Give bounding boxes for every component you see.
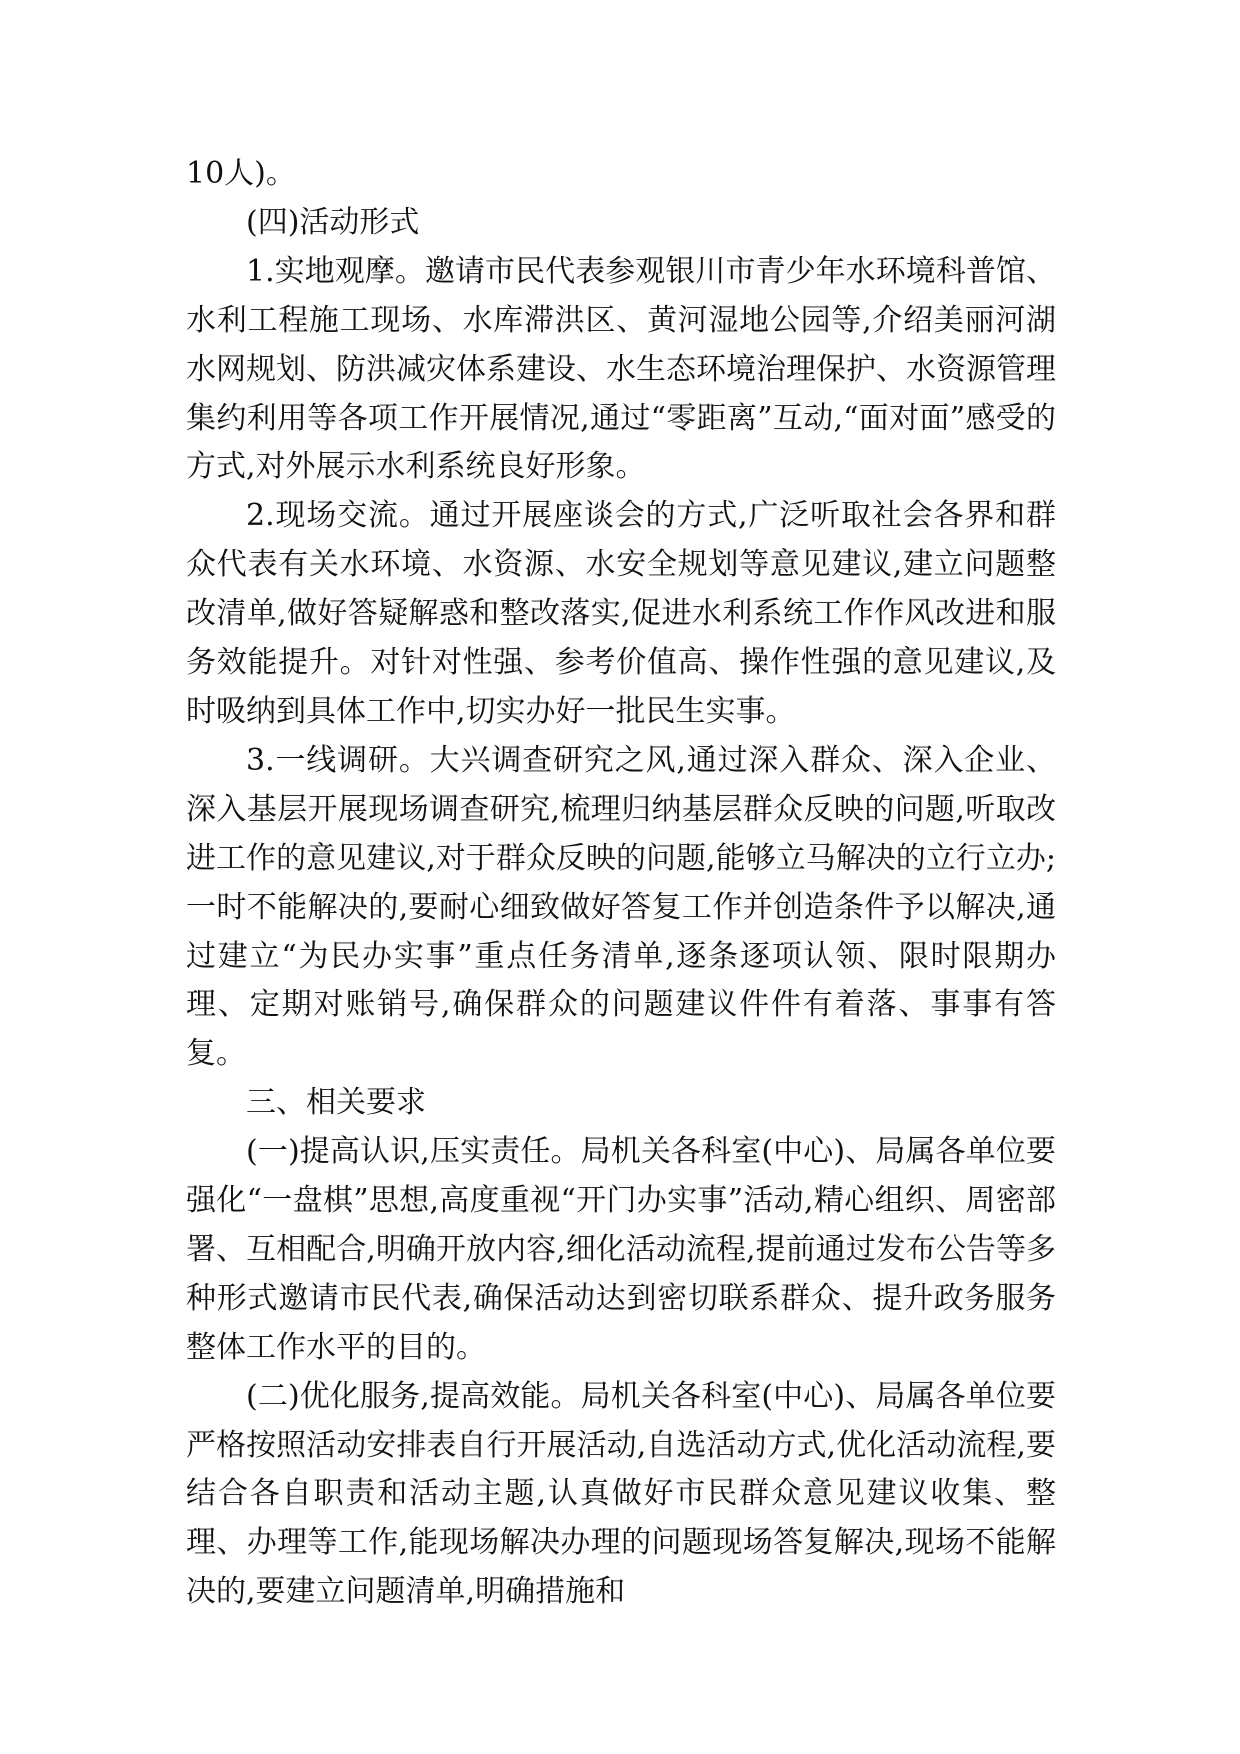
paragraph-frontline-research: 3.一线调研。大兴调查研究之风,通过深入群众、深入企业、深入基层开展现场调查研究,梳理归纳基层群众反映的问题,听取改进工作的意见建议,对于群众反映的问题,能够立马解决的立行立办;一时不能解决的,要耐心细致做好答复工作并创造条件予以解决,通过建立“为民办实事”重点任务清单,逐条逐项认领、限时限期办理、定期对账销号,确保群众的问题建议件件有着落、事事有答复。: [186, 742, 1056, 1072]
document-body: [186, 150, 1056, 1617]
paragraph-onsite-exchange: 2.现场交流。通过开展座谈会的方式,广泛听取社会各界和群众代表有关水环境、水资源、水安全规划等意见建议,建立问题整改清单,做好答疑解惑和整改落实,促进水利系统工作作风改进和服务效能提升。对针对性强、参考价值高、操作性强的意见建议,及时吸纳到具体工作中,切实办好一批民生实事。: [186, 498, 1056, 729]
section-heading-activity-form: (四)活动形式: [246, 204, 420, 240]
paragraph-optimize-service: (二)优化服务,提高效能。局机关各科室(中心)、局属各单位要严格按照活动安排表自行开展活动,自选活动方式,优化活动流程,要结合各自职责和活动主题,认真做好市民群众意见建议收集、整理、办理等工作,能现场解决办理的问题现场答复解决,现场不能解决的,要建立问题清单,明确措施和: [186, 1378, 1056, 1610]
paragraph-continuation: 10人)。: [186, 156, 296, 191]
section-heading-requirements: 三、相关要求: [246, 1085, 426, 1121]
paragraph-raise-awareness: (一)提高认识,压实责任。局机关各科室(中心)、局属各单位要强化“一盘棋”思想,高度重视“开门办实事”活动,精心组织、周密部署、互相配合,明确开放内容,细化活动流程,提前通过发布公告等多种形式邀请市民代表,确保活动达到密切联系群众、提升政务服务整体工作水平的目的。: [186, 1134, 1056, 1365]
paragraph-site-observation: 1.实地观摩。邀请市民代表参观银川市青少年水环境科普馆、水利工程施工现场、水库滞洪区、黄河湿地公园等,介绍美丽河湖水网规划、防洪减灾体系建设、水生态环境治理保护、水资源管理集约利用等各项工作开展情况,通过“零距离”互动,“面对面”感受的方式,对外展示水利系统良好形象。: [186, 253, 1056, 485]
